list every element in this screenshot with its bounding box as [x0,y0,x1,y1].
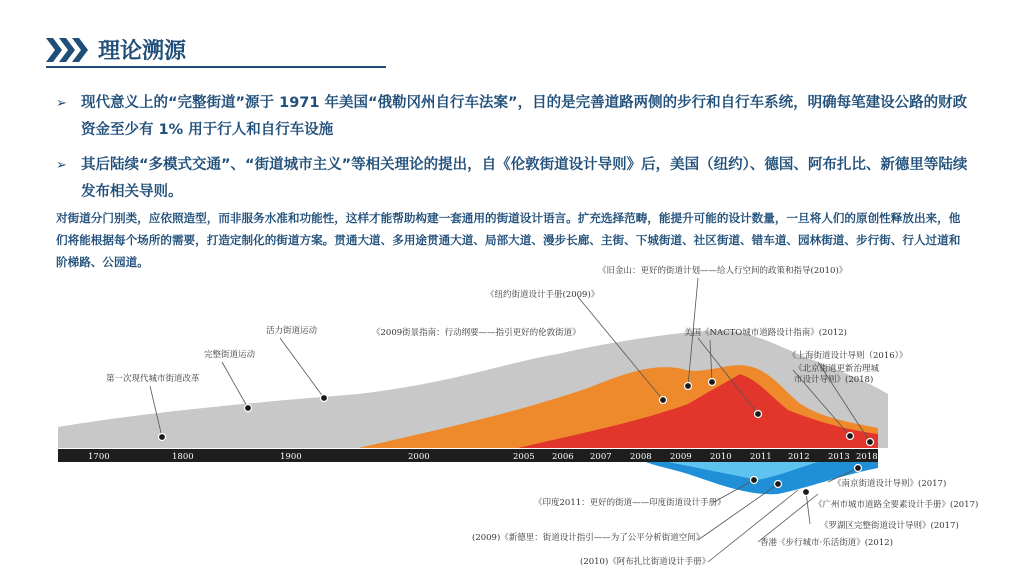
title-block [46,34,386,70]
year-tick: 2009 [670,452,692,462]
label-san-francisco: 《旧金山：更好的街道计划——给人行空间的政策和指导(2010)》 [598,266,848,276]
year-tick: 2000 [408,452,430,462]
page-title: 理论溯源 [98,39,187,64]
year-tick: 2006 [552,452,574,462]
label-new-delhi: (2009)《新德里：街道设计指引——为了公平分析街道空间》 [472,533,705,543]
bullet-text: 现代意义上的“完整街道”源于 1971 年美国“俄勒冈州自行车法案”，目的是完善道路两侧的步行和自行车系统，明确每笔建设公路的财政资金至少有 1% 用于行人和自行车设施 [81,95,968,138]
chevrons-icon [46,36,92,64]
year-tick: 2011 [750,452,772,462]
label-luohu: 《罗湖区完整街道设计导则》(2017) [820,521,959,531]
arrow-bullet-icon: ➢ [56,158,67,173]
year-tick: 2013 [828,452,850,462]
label-hong-kong: 香港《步行城市·乐活街道》(2012) [760,538,893,548]
label-complete-streets: 完整街道运动 [204,350,256,360]
street-guideline-timeline [58,262,1024,576]
label-nanjing: 《南京街道设计导则》(2017) [833,479,947,489]
year-tick: 2012 [788,452,810,462]
label-abu-dhabi: (2010)《阿布扎比街道设计手册》 [580,557,711,567]
bullet-item [56,90,976,144]
bullet-text: 其后陆续“多模式交通”、“街道城市主义”等相关理论的提出，自《伦敦街道设计导则》后，美国（纽约）、德国、阿布扎比、新德里等陆续发布相关导则。 [81,157,968,200]
year-tick: 1800 [172,452,194,462]
street-types-paragraph: 对街道分门别类，应依照造型，而非服务水准和功能性，这样才能帮助构建一套通用的街道设计语言。扩充选择范畴，能提升可能的设计数量，一旦将人们的原创性释放出来，他们将能根据每个场所的需要，打造定制化的街道方案。贯通大道、多用途贯通大道、局部大道、漫步长廊、主街、下城街道、社区街道、错车道、园林街道、步行街、行人过道和阶梯路、公园道。 [56,211,961,269]
label-nacto: 美国《NACTO城市道路设计指南》(2012) [684,328,847,338]
year-tick: 2005 [513,452,535,462]
year-tick: 2008 [630,452,652,462]
label-vital-streets: 活力街道运动 [266,326,318,336]
year-tick: 2018 [856,452,878,462]
title-underline [46,66,386,68]
year-tick: 2007 [590,452,612,462]
label-london-2009: 《2009街景指南：行动纲要——指引更好的伦敦街道》 [372,328,581,338]
year-tick: 2010 [710,452,732,462]
label-india: 《印度2011：更好的街道——印度街道设计手册》 [534,498,726,508]
label-beijing: 《北京街道更新治理城市设计导则》(2018) [794,364,880,385]
arrow-bullet-icon: ➢ [56,96,67,111]
bullet-item [56,152,976,206]
label-guangzhou: 《广州市城市道路全要素设计手册》(2017) [814,500,979,510]
year-tick: 1900 [280,452,302,462]
year-tick: 1700 [88,452,110,462]
label-first-reform: 第一次现代城市街道改革 [106,374,200,384]
label-shanghai: 《上海街道设计导则（2016）》 [788,351,908,361]
label-nyc-manual: 《纽约街道设计手册(2009)》 [486,290,600,300]
